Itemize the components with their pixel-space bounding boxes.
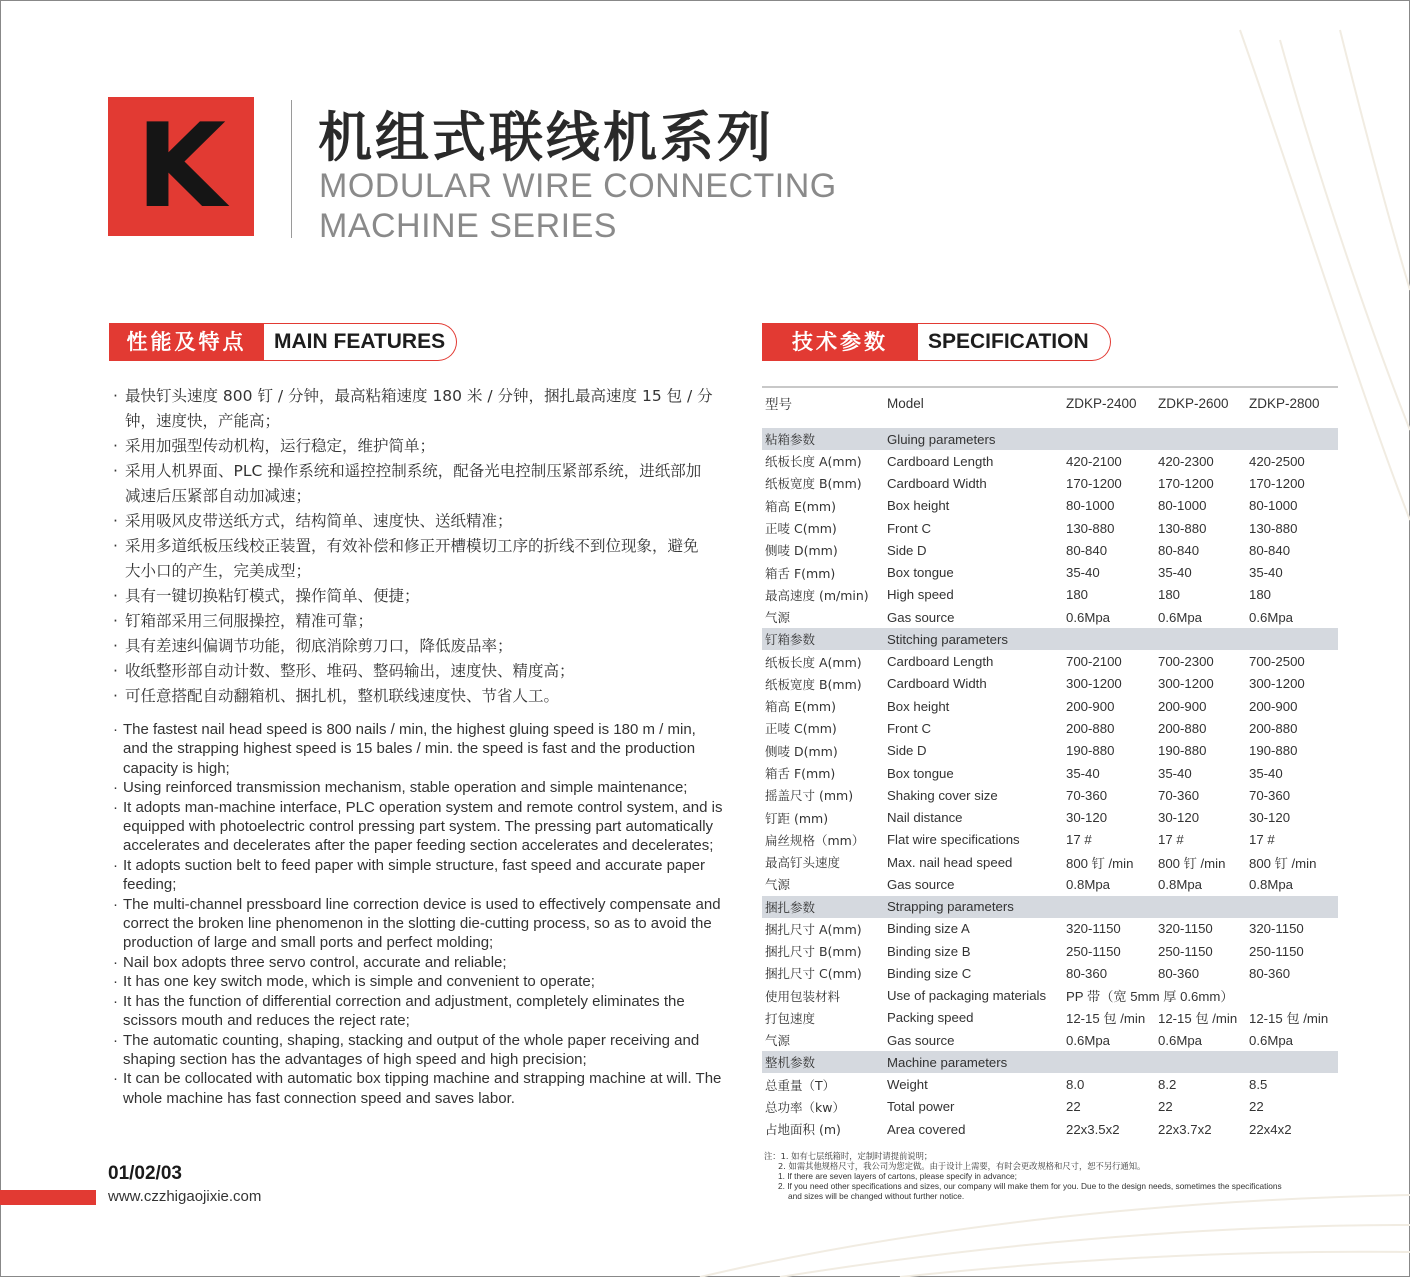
features-section-header	[109, 323, 457, 361]
feature-item: · 钉箱部采用三伺服操控，精准可靠；	[113, 609, 713, 634]
spec-cell: 最高钉头速度	[765, 855, 841, 871]
spec-cell: 35-40	[1158, 565, 1192, 581]
page-title-en-line1: MODULAR WIRE CONNECTING	[319, 167, 837, 205]
spec-cell: Binding size A	[887, 921, 970, 937]
spec-row	[762, 985, 1338, 1007]
spec-cell: 300-1200	[1249, 676, 1305, 692]
spec-cell: 气源	[765, 877, 791, 893]
spec-cell: 12-15 包 /min	[1158, 1011, 1238, 1027]
spec-row	[762, 517, 1338, 539]
spec-row	[762, 806, 1338, 828]
features-list-cn	[113, 384, 713, 709]
feature-item: · 可任意搭配自动翻箱机、捆扎机，整机联线速度快、节省人工。	[113, 684, 713, 709]
spec-cell: 190-880	[1249, 743, 1298, 759]
spec-cell: 纸板宽度 B(mm)	[765, 476, 862, 492]
spec-row	[762, 740, 1338, 762]
spec-cell: 纸板长度 A(mm)	[765, 454, 862, 470]
spec-row	[762, 717, 1338, 739]
spec-cell: 170-1200	[1066, 475, 1122, 491]
spec-cell	[762, 416, 884, 428]
note-line: and sizes will be changed without further notice.	[788, 1191, 965, 1201]
spec-row	[762, 829, 1338, 851]
spec-row	[762, 495, 1338, 517]
spec-cell: 纸板长度 A(mm)	[765, 654, 862, 670]
spec-cell: 200-900	[1249, 698, 1298, 714]
spec-row	[762, 606, 1338, 628]
spec-cell: 250-1150	[1066, 943, 1121, 959]
spec-cell: 22	[1066, 1099, 1081, 1115]
spec-cell: 130-880	[1066, 520, 1115, 536]
spec-group-header	[762, 896, 1338, 918]
spec-cell: 总重量（T）	[765, 1077, 836, 1093]
spec-row	[762, 695, 1338, 717]
spec-cell: 0.8Mpa	[1249, 876, 1293, 892]
spec-title-en: SPECIFICATION	[918, 323, 1111, 361]
spec-cell: 12-15 包 /min	[1066, 1011, 1146, 1027]
spec-cell: 箱舌 F(mm)	[765, 565, 836, 581]
spec-cell: 200-880	[1158, 720, 1207, 736]
spec-row	[762, 539, 1338, 561]
spec-cell: 35-40	[1249, 765, 1283, 781]
spec-row	[762, 940, 1338, 962]
spec-cell: 80-1000	[1158, 498, 1207, 514]
spec-cell: 250-1150	[1249, 943, 1304, 959]
page-numbers: 01/02/03	[108, 1163, 182, 1184]
spec-cell	[884, 416, 1063, 428]
spec-cell: 70-360	[1249, 787, 1291, 803]
feature-item: · 收纸整形部自动计数、整形、堆码、整码输出，速度快、精度高；	[113, 659, 713, 684]
spec-cell: 17 #	[1249, 832, 1275, 848]
spec-cell: 纸板宽度 B(mm)	[765, 676, 862, 692]
spec-cell: 80-360	[1066, 965, 1108, 981]
spec-cell: Side D	[887, 542, 927, 558]
features-title-en: MAIN FEATURES	[264, 323, 457, 361]
spec-cell: Side D	[887, 743, 927, 759]
brand-logo	[108, 97, 254, 236]
spec-cell: 130-880	[1158, 520, 1207, 536]
spec-cell: 0.8Mpa	[1066, 876, 1110, 892]
spec-cell: 250-1150	[1158, 943, 1213, 959]
spec-cell: 0.8Mpa	[1158, 876, 1202, 892]
spec-cell: 22x3.5x2	[1066, 1121, 1120, 1137]
website-url: www.czzhigaojixie.com	[108, 1188, 262, 1205]
spec-cell: 30-120	[1249, 810, 1291, 826]
spec-cell: 22	[1158, 1099, 1173, 1115]
spec-cell: 130-880	[1249, 520, 1298, 536]
feature-item: · The multi-channel pressboard line correction device is used to effectively compensate and correct the broken line phenomenon in the slotting die-cutting process, so as to avoid the production of large and small ports and perfect molding;	[113, 895, 725, 953]
spec-title-cn: 技术参数	[762, 323, 918, 361]
spec-cell: Nail distance	[887, 810, 963, 826]
spec-notes	[764, 1151, 1344, 1201]
spec-row	[762, 962, 1338, 984]
spec-cell: 35-40	[1158, 765, 1192, 781]
spec-cell: 箱舌 F(mm)	[765, 766, 836, 781]
spec-cell: Cardboard Length	[887, 654, 994, 670]
spec-cell: 30-120	[1066, 810, 1108, 826]
spec-cell: Total power	[887, 1099, 955, 1115]
feature-item: · It can be collocated with automatic box tipping machine and strapping machine at will. The whole machine has fast connection speed and saves labor.	[113, 1069, 725, 1108]
spec-cell: 30-120	[1158, 810, 1200, 826]
spec-cell: PP 带（宽 5mm 厚 0.6mm）	[1066, 989, 1234, 1005]
spec-cell: Cardboard Length	[887, 453, 994, 469]
spec-cell: 粘箱参数	[762, 428, 884, 450]
spec-table	[762, 390, 1338, 1140]
spec-cell: Cardboard Width	[887, 676, 987, 692]
spec-group-header	[762, 428, 1338, 450]
spec-cell: 正唛 C(mm)	[765, 521, 837, 537]
spec-cell: 800 钉 /min	[1066, 855, 1134, 871]
feature-item: · Using reinforced transmission mechanism, stable operation and simple maintenance;	[113, 778, 725, 797]
spec-cell: 200-880	[1066, 720, 1115, 736]
spec-cell: 35-40	[1249, 565, 1283, 581]
spec-row	[762, 873, 1338, 895]
feature-item: · 采用吸风皮带送纸方式，结构简单、速度快、送纸精准；	[113, 509, 713, 534]
spec-cell: 35-40	[1066, 565, 1100, 581]
spec-row	[762, 1007, 1338, 1029]
feature-item: · The fastest nail head speed is 800 nails / min, the highest gluing speed is 180 m / min, and the strapping highest speed is 15 bales / min. the speed is fast and the production capacity is high;	[113, 720, 725, 778]
spec-cell: 22x4x2	[1249, 1121, 1292, 1137]
spec-cell: 17 #	[1158, 832, 1184, 848]
spec-cell: 180	[1158, 587, 1181, 603]
spec-row	[762, 561, 1338, 583]
spec-cell: 22x3.7x2	[1158, 1121, 1212, 1137]
spec-row	[762, 784, 1338, 806]
feature-item: · 最快钉头速度 800 钉 / 分钟，最高粘箱速度 180 米 / 分钟，捆扎最高速度 15 包 / 分钟，速度快，产能高；	[113, 384, 713, 434]
spec-cell: 占地面积 (m)	[765, 1122, 841, 1138]
spec-cell: 侧唛 D(mm)	[765, 543, 838, 559]
spec-cell: Model	[887, 395, 924, 411]
spec-cell: 80-1000	[1249, 498, 1298, 514]
spec-cell: Box height	[887, 498, 950, 514]
spec-cell: 0.6Mpa	[1249, 1032, 1293, 1048]
feature-item: · It adopts suction belt to feed paper with simple structure, fast speed and accurate paper feeding;	[113, 856, 725, 895]
feature-item: · 采用多道纸板压线校正装置，有效补偿和修正开槽模切工序的折线不到位现象，避免大小口的产生，完美成型；	[113, 534, 713, 584]
spec-cell: Binding size C	[887, 965, 972, 981]
spec-cell: 200-880	[1249, 720, 1298, 736]
spec-cell: Strapping parameters	[884, 896, 1338, 918]
spec-cell: 总功率（kw）	[765, 1099, 845, 1115]
spec-cell: High speed	[887, 587, 954, 603]
spec-cell: Front C	[887, 720, 931, 736]
spec-group-header	[762, 628, 1338, 650]
spec-cell: Weight	[887, 1077, 928, 1093]
feature-item: · 具有一键切换粘钉模式，操作简单、便捷；	[113, 584, 713, 609]
spec-cell: ZDKP-2400	[1066, 395, 1137, 411]
spec-cell: Stitching parameters	[884, 628, 1338, 650]
spec-cell: 320-1150	[1158, 921, 1213, 937]
spec-cell: 箱高 E(mm)	[765, 498, 836, 514]
note-line: 2. 如需其他规格尺寸，我公司为您定做。由于设计上需要，有时会更改规格和尺寸，恕不另行通知。	[778, 1161, 1146, 1171]
spec-cell: 200-900	[1158, 698, 1207, 714]
spec-cell	[1155, 416, 1246, 428]
spec-cell: 80-840	[1066, 542, 1108, 558]
spec-row	[762, 673, 1338, 695]
note-line: 注：1. 如有七层纸箱时，定制时请提前说明；	[764, 1151, 933, 1161]
feature-item: · It has the function of differential correction and adjustment, completely eliminates the scissors mouth and reduces the reject rate;	[113, 992, 725, 1031]
spec-cell: Machine parameters	[884, 1051, 1338, 1073]
spec-cell: Box height	[887, 698, 950, 714]
spec-cell: Gas source	[887, 1032, 955, 1048]
spec-cell: 190-880	[1158, 743, 1207, 759]
feature-item: · It adopts man-machine interface, PLC operation system and remote control system, and is equipped with photoelectric control pressing part system. The pressing part automatically accelerates and decelerates after the paper feeding section accelerates and decelerates;	[113, 798, 725, 856]
header-divider	[291, 100, 292, 238]
feature-item: · It has one key switch mode, which is simple and convenient to operate;	[113, 972, 725, 991]
spec-cell: 70-360	[1066, 787, 1108, 803]
spec-row	[762, 1118, 1338, 1140]
spec-cell: 整机参数	[762, 1051, 884, 1073]
spec-cell: 320-1150	[1249, 921, 1304, 937]
spec-row	[762, 851, 1338, 873]
spec-cell: Gas source	[887, 876, 955, 892]
spec-cell: 0.6Mpa	[1249, 609, 1293, 625]
spec-cell: 打包速度	[765, 1010, 816, 1026]
spec-cell: 17 #	[1066, 832, 1092, 848]
features-list-en	[113, 720, 725, 1108]
spec-cell: 侧唛 D(mm)	[765, 743, 838, 759]
spec-cell: 80-360	[1249, 965, 1291, 981]
spec-cell: 最高速度 (m/min)	[765, 587, 869, 603]
features-title-cn: 性能及特点	[109, 323, 264, 361]
spec-cell: 0.6Mpa	[1158, 609, 1202, 625]
spec-row	[762, 1096, 1338, 1118]
spec-cell: 使用包装材料	[765, 988, 841, 1004]
feature-item: · 具有差速纠偏调节功能，彻底消除剪刀口，降低废品率；	[113, 634, 713, 659]
feature-item: · Nail box adopts three servo control, accurate and reliable;	[113, 953, 725, 972]
spec-cell: 80-1000	[1066, 498, 1115, 514]
spec-cell: 0.6Mpa	[1066, 1032, 1110, 1048]
spec-model-row	[762, 390, 1338, 416]
logo-letter: K	[136, 99, 226, 234]
spec-cell: 800 钉 /min	[1249, 855, 1317, 871]
spec-row	[762, 918, 1338, 940]
spec-cell: Shaking cover size	[887, 787, 998, 803]
spec-cell: ZDKP-2600	[1158, 395, 1229, 411]
spec-cell: 700-2100	[1066, 654, 1122, 670]
spec-cell: 170-1200	[1249, 475, 1305, 491]
spec-cell: 捆扎尺寸 C(mm)	[765, 966, 862, 982]
feature-item: · 采用人机界面、PLC 操作系统和遥控控制系统，配备光电控制压紧部系统，进纸部加减速后压紧部自动加减速；	[113, 459, 713, 509]
spec-cell: 8.5	[1249, 1077, 1268, 1093]
spec-cell: Binding size B	[887, 943, 971, 959]
spec-cell: 35-40	[1066, 765, 1100, 781]
spec-section-header	[762, 323, 1111, 361]
page-title-en	[319, 166, 837, 246]
spec-cell: Area covered	[887, 1121, 966, 1137]
spec-cell: 800 钉 /min	[1158, 855, 1226, 871]
spec-cell: Cardboard Width	[887, 475, 987, 491]
spec-cell: Gluing parameters	[884, 428, 1338, 450]
spec-cell: 200-900	[1066, 698, 1115, 714]
spec-group-header	[762, 1051, 1338, 1073]
spec-cell: Max. nail head speed	[887, 854, 1013, 870]
spec-cell: 0.6Mpa	[1158, 1032, 1202, 1048]
spec-row	[762, 584, 1338, 606]
spec-cell: 摇盖尺寸 (mm)	[765, 788, 854, 804]
note-line: 2. If you need other specifications and sizes, our company will make them for you. Due to the design needs, sometimes the specifications	[778, 1181, 1282, 1191]
spec-cell: 420-2100	[1066, 453, 1122, 469]
spec-cell: 180	[1249, 587, 1272, 603]
spec-cell: Packing speed	[887, 1010, 974, 1026]
spec-cell: ZDKP-2800	[1249, 395, 1320, 411]
spec-cell: 钉箱参数	[762, 628, 884, 650]
spec-row	[762, 1029, 1338, 1051]
spec-row	[762, 1073, 1338, 1095]
spec-cell	[1246, 416, 1338, 428]
spec-cell: Use of packaging materials	[887, 988, 1047, 1004]
spec-cell: 80-840	[1158, 542, 1200, 558]
spec-cell: 8.2	[1158, 1077, 1177, 1093]
spec-cell: 170-1200	[1158, 475, 1214, 491]
spec-cell: 钉距 (mm)	[765, 810, 829, 826]
page-title-cn: 机组式联线机系列	[318, 106, 774, 169]
feature-item: · 采用加强型传动机构，运行稳定，维护简单；	[113, 434, 713, 459]
spec-cell: 70-360	[1158, 787, 1200, 803]
spec-cell: 22	[1249, 1099, 1264, 1115]
page-title-en-line2: MACHINE SERIES	[319, 207, 617, 245]
spec-cell: 正唛 C(mm)	[765, 721, 837, 737]
spec-cell: 12-15 包 /min	[1249, 1011, 1329, 1027]
spec-cell: 箱高 E(mm)	[765, 699, 836, 715]
spec-cell: Gas source	[887, 609, 955, 625]
spec-top-rule	[762, 386, 1338, 388]
spec-cell: 700-2500	[1249, 654, 1305, 670]
spec-cell: 0.6Mpa	[1066, 609, 1110, 625]
spec-spacer-row	[762, 416, 1338, 428]
spec-cell: 420-2500	[1249, 453, 1305, 469]
spec-cell: Box tongue	[887, 765, 954, 781]
spec-cell: 700-2300	[1158, 654, 1214, 670]
spec-cell: Front C	[887, 520, 931, 536]
feature-item: · The automatic counting, shaping, stacking and output of the whole paper receiving and shaping section has the advantages of high speed and high precision;	[113, 1031, 725, 1070]
spec-cell: 80-360	[1158, 965, 1200, 981]
spec-cell: 8.0	[1066, 1077, 1085, 1093]
spec-row	[762, 650, 1338, 672]
spec-cell: 300-1200	[1066, 676, 1122, 692]
spec-cell: 气源	[765, 610, 791, 626]
spec-cell: 180	[1066, 587, 1089, 603]
spec-row	[762, 762, 1338, 784]
spec-cell: Box tongue	[887, 565, 954, 581]
spec-row	[762, 472, 1338, 494]
spec-cell: Flat wire specifications	[887, 832, 1020, 848]
spec-cell: 扁丝规格（mm）	[765, 832, 865, 848]
spec-cell: 300-1200	[1158, 676, 1214, 692]
spec-cell: 190-880	[1066, 743, 1115, 759]
note-line: 1. If there are seven layers of cartons, please specify in advance;	[778, 1171, 1017, 1181]
spec-cell: 80-840	[1249, 542, 1291, 558]
spec-cell: 捆扎参数	[762, 896, 884, 918]
spec-cell	[1063, 416, 1155, 428]
spec-cell: 型号	[765, 397, 792, 413]
spec-cell: 420-2300	[1158, 453, 1214, 469]
spec-cell: 捆扎尺寸 B(mm)	[765, 944, 862, 960]
footer-red-bar	[0, 1190, 96, 1205]
spec-cell: 320-1150	[1066, 921, 1121, 937]
spec-row	[762, 450, 1338, 472]
spec-cell: 捆扎尺寸 A(mm)	[765, 921, 862, 937]
spec-cell: 气源	[765, 1033, 791, 1049]
